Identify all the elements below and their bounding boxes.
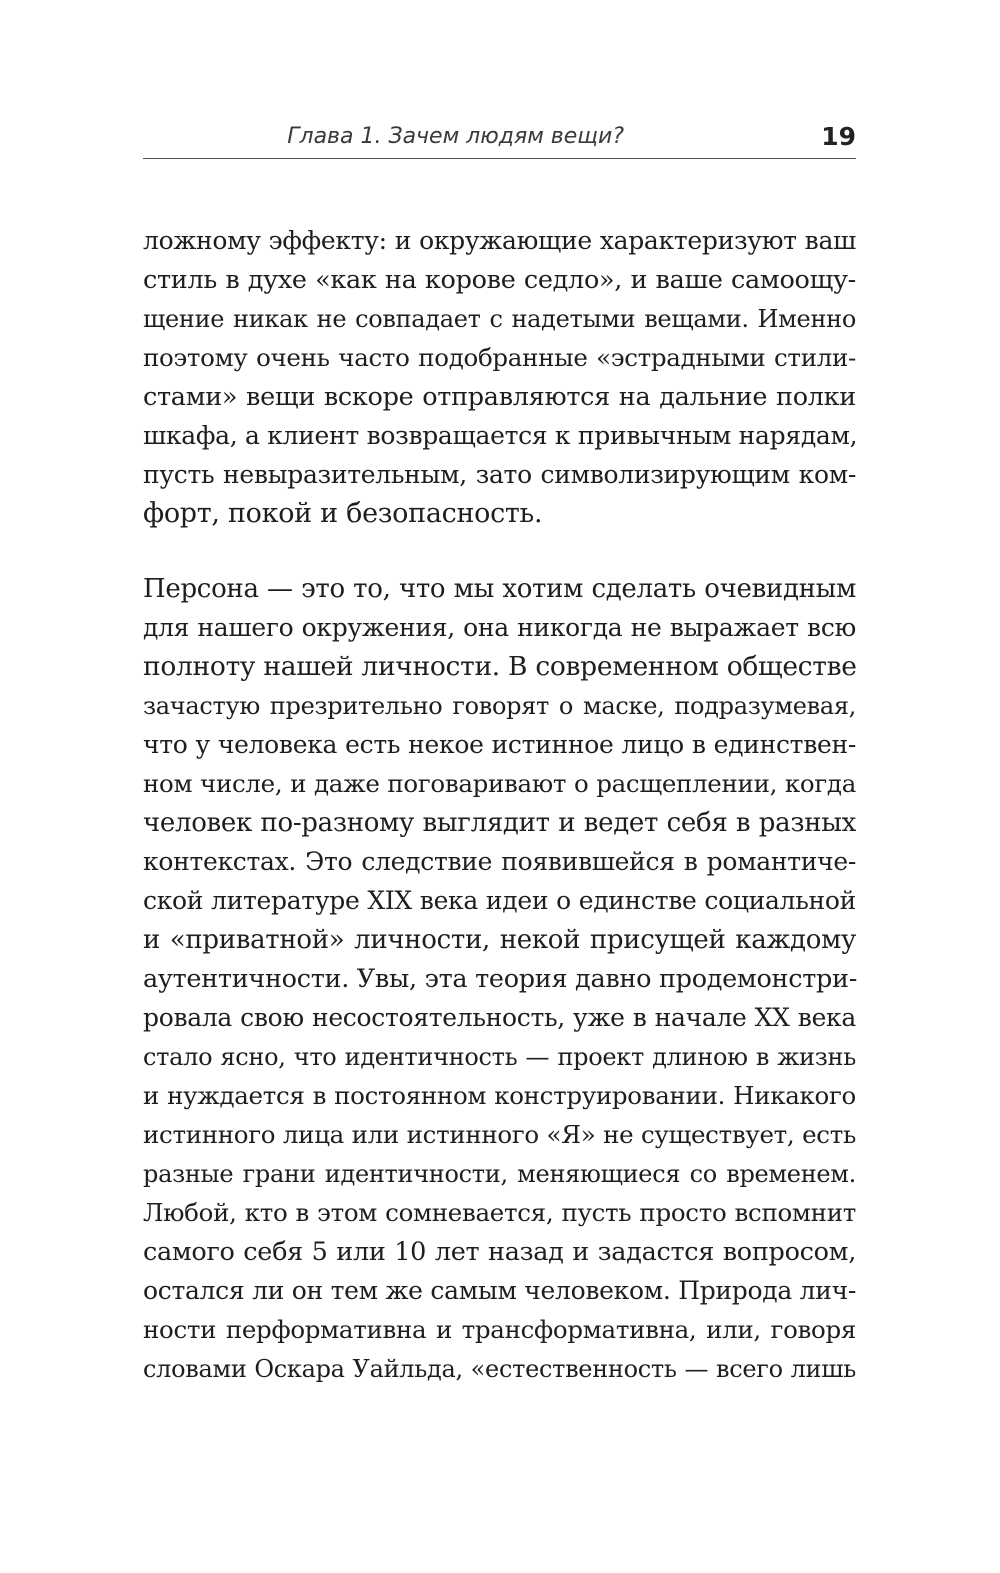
paragraph-2-line-17: Любой, кто в этом сомневается, пусть просто вспомнит (143, 1198, 856, 1227)
paragraph-2-line-18: самого себя 5 или 10 лет назад и задастся вопросом, (143, 1237, 856, 1267)
paragraph-2-line-3: полноту нашей личности. В современном обществе (143, 651, 857, 682)
paragraph-2-line-4: зачастую презрительно говорят о маске, подразумевая, (143, 692, 856, 720)
chapter-title: Глава 1. Зачем людям вещи? (287, 124, 624, 149)
paragraph-2-line-6: ном числе, и даже поговаривают о расщеплении, когда (143, 769, 856, 798)
paragraph-1-line-6: шкафа, а клиент возвращается к привычным нарядам, (143, 421, 858, 450)
paragraph-1-line-8: форт, покой и безопасность. (143, 498, 543, 529)
paragraph-2-line-7: человек по-разному выглядит и ведет себя в разных (143, 808, 856, 838)
paragraph-2-line-20: ности перформативна и трансформативна, или, говоря (143, 1315, 856, 1344)
paragraph-2-line-10: и «приватной» личности, некой присущей каждому (143, 925, 856, 955)
paragraph-2-line-13: стало ясно, что идентичность — проект длиною в жизнь (143, 1043, 856, 1071)
paragraph-1-line-1: ложному эффекту: и окружающие характеризуют ваш (143, 226, 856, 255)
paragraph-2-line-8: контекстах. Это следствие появившейся в романтиче- (143, 847, 856, 876)
paragraph-2-line-21: словами Оскара Уайльда, «естественность — всего лишь (143, 1355, 856, 1383)
paragraph-2-line-11: аутентичности. Увы, эта теория давно продемонстри- (143, 964, 858, 994)
paragraph-1-line-3: щение никак не совпадает с надетыми вещами. Именно (143, 305, 856, 333)
running-head (143, 118, 856, 159)
paragraph-2-line-9: ской литературе XIX века идеи о единстве социальной (143, 886, 856, 915)
paragraph-2-line-14: и нуждается в постоянном конструировании. Никакого (143, 1081, 856, 1110)
paragraph-1-line-2: стиль в духе «как на корове седло», и ваше самоощу- (143, 265, 856, 295)
paragraph-2-line-5: что у человека есть некое истинное лицо в единствен- (143, 730, 856, 759)
page-number: 19 (821, 122, 856, 151)
paragraph-2-line-16: разные грани идентичности, меняющиеся со временем. (143, 1160, 856, 1188)
paragraph-2-line-19: остался ли он тем же самым человеком. Природа лич- (143, 1276, 856, 1305)
paragraph-2-line-12: ровала свою несостоятельность, уже в начале XX века (143, 1003, 856, 1032)
paragraph-2-line-1: Персона — это то, что мы хотим сделать очевидным (143, 574, 856, 604)
paragraph-1-line-7: пусть невыразительным, зато символизирующим ком- (143, 460, 856, 489)
paragraph-2-line-15: истинного лица или истинного «Я» не существует, есть (143, 1120, 856, 1149)
paragraph-1-line-5: стами» вещи вскоре отправляются на дальние полки (143, 382, 856, 412)
paragraph-2-line-2: для нашего окружения, она никогда не выражает всю (143, 613, 856, 642)
paragraph-1-line-4: поэтому очень часто подобранные «эстрадными стили- (143, 343, 856, 372)
